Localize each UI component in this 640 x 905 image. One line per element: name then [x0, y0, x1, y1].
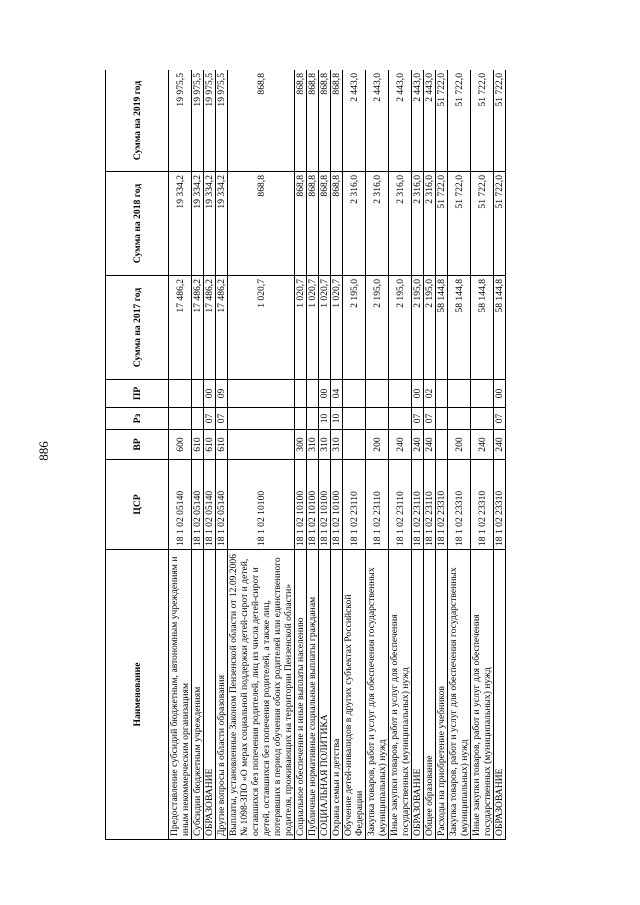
cell-vr: 240 [494, 430, 506, 460]
cell-name: Другие вопросы в области образования [216, 550, 228, 840]
cell-pr: 00 [204, 380, 216, 408]
table-row [192, 70, 204, 840]
cell-pr [471, 380, 494, 408]
cell-vr: 610 [192, 430, 204, 460]
cell-pr [307, 380, 319, 408]
cell-pr: 09 [216, 380, 228, 408]
rotated-table-wrapper [105, 70, 581, 840]
cell-vr: 610 [204, 430, 216, 460]
header-sum-2018: Сумма на 2018 год [106, 172, 169, 276]
cell-sum-2019: 868,8 [331, 70, 343, 172]
cell-sum-2018: 51 722,0 [448, 172, 471, 276]
cell-name: СОЦИАЛЬНАЯ ПОЛИТИКА [319, 550, 331, 840]
cell-name: Иные закупки товаров, работ и услуг для обеспечения государственных (муниципальных) нужд [471, 550, 494, 840]
cell-sum-2019: 868,8 [307, 70, 319, 172]
cell-sum-2017: 17 486,2 [204, 276, 216, 380]
cell-sum-2018: 2 316,0 [424, 172, 436, 276]
cell-vr: 200 [448, 430, 471, 460]
header-sum-2017: Сумма на 2017 год [106, 276, 169, 380]
cell-rz: 07 [412, 408, 424, 430]
cell-sum-2018: 868,8 [331, 172, 343, 276]
cell-vr: 310 [331, 430, 343, 460]
cell-vr: 240 [412, 430, 424, 460]
cell-pr [343, 380, 366, 408]
cell-pr [228, 380, 295, 408]
cell-rz: 07 [204, 408, 216, 430]
table-row [494, 70, 506, 840]
cell-vr: 200 [366, 430, 389, 460]
cell-vr: 310 [319, 430, 331, 460]
cell-name: Расходы на приобретение учебников [436, 550, 448, 840]
cell-sum-2017: 17 486,2 [192, 276, 204, 380]
header-row [106, 70, 169, 840]
cell-rz [389, 408, 412, 430]
cell-sum-2017: 58 144,8 [471, 276, 494, 380]
cell-sum-2019: 51 722,0 [494, 70, 506, 172]
cell-rz [343, 408, 366, 430]
cell-sum-2019: 2 443,0 [412, 70, 424, 172]
cell-rz [169, 408, 192, 430]
table-row [216, 70, 228, 840]
cell-csr: 18 1 02 23310 [448, 460, 471, 550]
cell-csr: 18 1 02 05140 [192, 460, 204, 550]
cell-vr: 240 [424, 430, 436, 460]
page-number: 886 [36, 441, 51, 461]
cell-pr: 04 [331, 380, 343, 408]
cell-csr: 18 1 02 05140 [169, 460, 192, 550]
cell-pr [436, 380, 448, 408]
cell-rz: 10 [319, 408, 331, 430]
table-row [366, 70, 389, 840]
cell-sum-2018: 19 334,2 [192, 172, 204, 276]
cell-pr [389, 380, 412, 408]
header-rz: Рз [106, 408, 169, 430]
cell-name: Обучение детей-инвалидов в других субъектах Российской Федерации [343, 550, 366, 840]
table-row [471, 70, 494, 840]
cell-name: Охрана семьи и детства [331, 550, 343, 840]
cell-pr: 00 [319, 380, 331, 408]
cell-sum-2018: 868,8 [319, 172, 331, 276]
cell-vr [228, 430, 295, 460]
cell-sum-2018: 2 316,0 [343, 172, 366, 276]
cell-sum-2019: 19 975,5 [192, 70, 204, 172]
header-vr: ВР [106, 430, 169, 460]
cell-csr: 18 1 02 10100 [331, 460, 343, 550]
cell-pr: 00 [412, 380, 424, 408]
table-row [331, 70, 343, 840]
cell-sum-2017: 1 020,7 [319, 276, 331, 380]
cell-sum-2017: 58 144,8 [494, 276, 506, 380]
cell-csr: 18 1 02 23110 [343, 460, 366, 550]
cell-rz [448, 408, 471, 430]
table-row [424, 70, 436, 840]
cell-vr: 600 [169, 430, 192, 460]
cell-vr [343, 430, 366, 460]
rotated-page-content [105, 70, 581, 840]
table-row [389, 70, 412, 840]
cell-csr: 18 1 02 23310 [436, 460, 448, 550]
cell-sum-2018: 868,8 [228, 172, 295, 276]
cell-name: Публичные нормативные социальные выплаты гражданам [307, 550, 319, 840]
cell-sum-2018: 868,8 [307, 172, 319, 276]
cell-vr [436, 430, 448, 460]
cell-name: Иные закупки товаров, работ и услуг для обеспечения государственных (муниципальных) нужд [389, 550, 412, 840]
cell-pr [192, 380, 204, 408]
cell-pr [366, 380, 389, 408]
table-row [228, 70, 295, 840]
cell-vr: 310 [307, 430, 319, 460]
cell-rz [228, 408, 295, 430]
cell-sum-2018: 51 722,0 [494, 172, 506, 276]
cell-csr: 18 1 02 05140 [204, 460, 216, 550]
cell-sum-2018: 2 316,0 [366, 172, 389, 276]
cell-rz [471, 408, 494, 430]
budget-table [105, 70, 506, 840]
cell-sum-2018: 2 316,0 [389, 172, 412, 276]
cell-sum-2019: 2 443,0 [343, 70, 366, 172]
cell-name: Закупка товаров, работ и услуг для обеспечения государственных (муниципальных) нужд [366, 550, 389, 840]
cell-vr: 300 [295, 430, 307, 460]
cell-sum-2017: 58 144,8 [448, 276, 471, 380]
cell-name: ОБРАЗОВАНИЕ [204, 550, 216, 840]
cell-sum-2017: 2 195,0 [389, 276, 412, 380]
cell-name: Выплаты, установленные Законом Пензенской области от 12.09.2006 № 1098-ЗПО «О мерах социальной поддержки детей-сирот и детей, оставшихся без попечения родителей, лиц из числа детей-сирот и детей, оставшихся без попечения родителей, а также лиц, потерявших в период обучения обоих родителей или единственного родителя, проживающих на территории Пензенской области» [228, 550, 295, 840]
cell-csr: 18 1 02 23110 [366, 460, 389, 550]
cell-sum-2019: 51 722,0 [436, 70, 448, 172]
cell-sum-2017: 1 020,7 [307, 276, 319, 380]
cell-sum-2018: 2 316,0 [412, 172, 424, 276]
table-body [169, 70, 506, 840]
cell-pr: 02 [424, 380, 436, 408]
cell-pr [448, 380, 471, 408]
cell-name: Социальное обеспечение и иные выплаты населению [295, 550, 307, 840]
cell-pr [169, 380, 192, 408]
cell-csr: 18 1 02 23110 [389, 460, 412, 550]
cell-csr: 18 1 02 10100 [295, 460, 307, 550]
cell-name: ОБРАЗОВАНИЕ [412, 550, 424, 840]
header-name: Наименование [106, 550, 169, 840]
cell-sum-2019: 19 975,5 [204, 70, 216, 172]
cell-name: Общее образование [424, 550, 436, 840]
cell-sum-2019: 19 975,5 [169, 70, 192, 172]
cell-name: Закупка товаров, работ и услуг для обеспечения государственных (муниципальных) нужд [448, 550, 471, 840]
cell-rz: 07 [216, 408, 228, 430]
cell-sum-2018: 51 722,0 [436, 172, 448, 276]
cell-sum-2018: 19 334,2 [216, 172, 228, 276]
table-row [307, 70, 319, 840]
cell-sum-2017: 1 020,7 [331, 276, 343, 380]
cell-sum-2019: 51 722,0 [448, 70, 471, 172]
table-row [204, 70, 216, 840]
cell-csr: 18 1 02 23310 [471, 460, 494, 550]
table-row [436, 70, 448, 840]
cell-sum-2018: 868,8 [295, 172, 307, 276]
cell-rz: 07 [494, 408, 506, 430]
cell-sum-2018: 51 722,0 [471, 172, 494, 276]
cell-sum-2019: 868,8 [228, 70, 295, 172]
table-row [412, 70, 424, 840]
table-row [295, 70, 307, 840]
cell-sum-2019: 868,8 [319, 70, 331, 172]
cell-sum-2019: 19 975,5 [216, 70, 228, 172]
table-row [319, 70, 331, 840]
cell-rz [307, 408, 319, 430]
cell-vr: 610 [216, 430, 228, 460]
cell-rz [436, 408, 448, 430]
cell-sum-2017: 17 486,2 [216, 276, 228, 380]
cell-rz: 07 [424, 408, 436, 430]
cell-rz [366, 408, 389, 430]
cell-csr: 18 1 02 10100 [307, 460, 319, 550]
cell-sum-2019: 51 722,0 [471, 70, 494, 172]
cell-sum-2019: 2 443,0 [389, 70, 412, 172]
cell-sum-2019: 2 443,0 [424, 70, 436, 172]
cell-name: ОБРАЗОВАНИЕ [494, 550, 506, 840]
table-row [343, 70, 366, 840]
cell-sum-2017: 1 020,7 [295, 276, 307, 380]
cell-pr [295, 380, 307, 408]
cell-name: Предоставление субсидий бюджетным, автономным учреждениям и иным некоммерческим организациям [169, 550, 192, 840]
cell-rz [192, 408, 204, 430]
header-pr: ПР [106, 380, 169, 408]
cell-sum-2017: 2 195,0 [366, 276, 389, 380]
table-row [169, 70, 192, 840]
header-sum-2019: Сумма на 2019 год [106, 70, 169, 172]
cell-csr: 18 1 02 23110 [412, 460, 424, 550]
cell-csr: 18 1 02 23310 [494, 460, 506, 550]
cell-sum-2017: 58 144,8 [436, 276, 448, 380]
cell-sum-2019: 2 443,0 [366, 70, 389, 172]
cell-csr: 18 1 02 10100 [228, 460, 295, 550]
cell-csr: 18 1 02 05140 [216, 460, 228, 550]
cell-sum-2018: 19 334,2 [169, 172, 192, 276]
cell-sum-2019: 868,8 [295, 70, 307, 172]
cell-name: Субсидии бюджетным учреждениям [192, 550, 204, 840]
cell-rz [295, 408, 307, 430]
cell-pr: 00 [494, 380, 506, 408]
cell-sum-2017: 2 195,0 [343, 276, 366, 380]
header-csr: ЦСР [106, 460, 169, 550]
cell-sum-2017: 1 020,7 [228, 276, 295, 380]
cell-vr: 240 [389, 430, 412, 460]
cell-vr: 240 [471, 430, 494, 460]
cell-csr: 18 1 02 23110 [424, 460, 436, 550]
cell-csr: 18 1 02 10100 [319, 460, 331, 550]
cell-sum-2017: 2 195,0 [412, 276, 424, 380]
table-row [448, 70, 471, 840]
cell-sum-2017: 17 486,2 [169, 276, 192, 380]
cell-rz: 10 [331, 408, 343, 430]
cell-sum-2017: 2 195,0 [424, 276, 436, 380]
cell-sum-2018: 19 334,2 [204, 172, 216, 276]
